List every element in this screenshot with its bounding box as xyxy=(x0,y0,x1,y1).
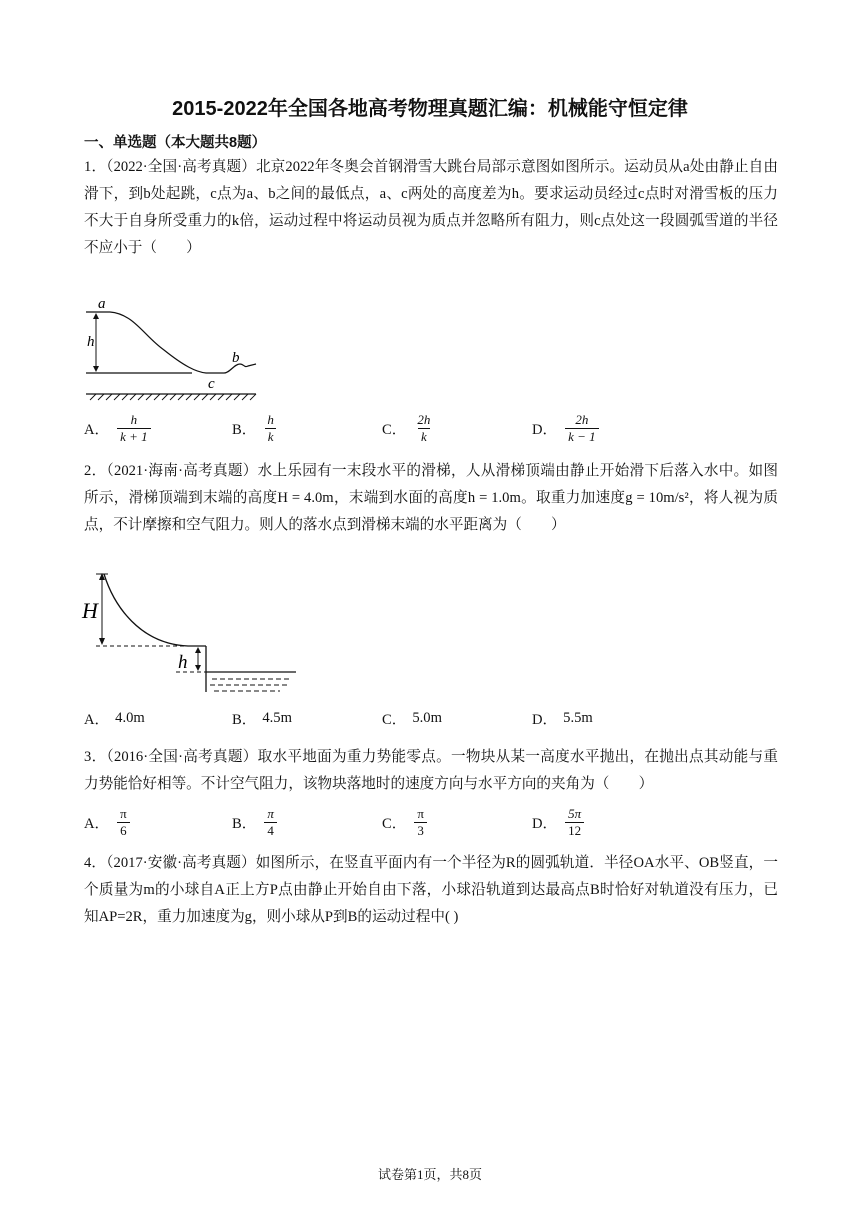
numerator: 2h xyxy=(575,412,589,427)
numerator: π xyxy=(267,806,274,821)
denominator: k xyxy=(418,428,430,445)
option-label: B． xyxy=(232,816,257,832)
fraction xyxy=(264,412,277,445)
option-text: 4.5m xyxy=(262,710,292,726)
option-label: A． xyxy=(84,422,110,438)
page-footer: 试卷第1页，共8页 xyxy=(377,1167,482,1182)
q3-option-b[interactable] xyxy=(232,806,277,839)
section-heading: 一、单选题（本大题共8题） xyxy=(84,135,267,151)
option-label: A． xyxy=(84,712,110,728)
label-b: b xyxy=(232,350,240,366)
denominator: 3 xyxy=(414,822,427,839)
q2-option-d[interactable] xyxy=(532,708,593,729)
fraction xyxy=(565,412,599,445)
fraction xyxy=(565,806,584,839)
denominator: k xyxy=(265,428,277,445)
question-4-text: 4．（2017·安徽·高考真题）如图所示，在竖直平面内有一个半径为R的圆弧轨道．半径OA水平、OB竖直，一个质量为m的小球自A正上方P点由静止开始自由下落，小球沿轨道到达最高点B时恰好对轨道没有压力，已知AP=2R，重力加速度为g，则小球从P到B的运动过程中( ) xyxy=(84,855,778,925)
question-3 xyxy=(84,744,778,798)
label-h: h xyxy=(178,652,188,673)
question-1-text: 1．（2022·全国·高考真题）北京2022年冬奥会首钢滑雪大跳台局部示意图如图所示。运动员从a处由静止自由滑下，到b处起跳，c点为a、b之间的最低点，a、c两处的高度差为h。要求运动员经过c点时对滑雪板的压力不大于自身所受重力的k倍，运动过程中将运动员视为质点并忽略所有阻力，则c点处这一段圆弧雪道的半径不应小于（ ） xyxy=(84,159,778,256)
option-label: B． xyxy=(232,422,257,438)
question-2-figure xyxy=(80,566,300,696)
question-2-text: 2．（2021·海南·高考真题）水上乐园有一末段水平的滑梯，人从滑梯顶端由静止开始滑下后落入水中。如图所示，滑梯顶端到末端的高度H = 4.0m，末端到水面的高度h = 1.0m。取重力加速度g = 10m/s²，将人视为质点，不计摩擦和空气阻力。则人的落水点到滑梯末端的水平距离为（ ） xyxy=(84,463,778,533)
denominator: 12 xyxy=(565,822,584,839)
numerator: h xyxy=(267,412,274,427)
option-text: 5.0m xyxy=(412,710,442,726)
q3-option-c[interactable] xyxy=(382,806,427,839)
option-label: C． xyxy=(382,816,407,832)
q3-option-a[interactable] xyxy=(84,806,130,839)
fraction xyxy=(414,806,427,839)
numerator: 5π xyxy=(568,806,582,821)
q1-option-d[interactable] xyxy=(532,412,599,445)
numerator: 2h xyxy=(417,412,431,427)
option-label: A． xyxy=(84,816,110,832)
option-text: 5.5m xyxy=(563,710,593,726)
page-title: 2015-2022年全国各地高考物理真题汇编：机械能守恒定律 xyxy=(172,98,688,120)
denominator: k − 1 xyxy=(565,428,599,445)
q2-option-c[interactable] xyxy=(382,708,442,729)
label-a: a xyxy=(98,296,106,312)
denominator: k + 1 xyxy=(117,428,151,445)
fraction xyxy=(264,806,277,839)
option-label: D． xyxy=(532,712,558,728)
question-1 xyxy=(84,154,778,262)
option-label: C． xyxy=(382,422,407,438)
label-H: H xyxy=(82,598,98,623)
option-label: C． xyxy=(382,712,407,728)
option-label: D． xyxy=(532,422,558,438)
denominator: 4 xyxy=(264,822,277,839)
fraction xyxy=(117,806,130,839)
numerator: π xyxy=(120,806,127,821)
fraction xyxy=(414,412,433,445)
q1-option-a[interactable] xyxy=(84,412,151,445)
option-text: 4.0m xyxy=(115,710,145,726)
label-h: h xyxy=(87,334,95,350)
fraction xyxy=(117,412,151,445)
q3-option-d[interactable] xyxy=(532,806,584,839)
option-label: D． xyxy=(532,816,558,832)
q1-option-c[interactable] xyxy=(382,412,433,445)
question-2 xyxy=(84,458,778,539)
q1-option-b[interactable] xyxy=(232,412,277,445)
question-3-text: 3．（2016·全国·高考真题）取水平地面为重力势能零点。一物块从某一高度水平抛出，在抛出点其动能与重力势能恰好相等。不计空气阻力，该物块落地时的速度方向与水平方向的夹角为（ ） xyxy=(84,749,778,792)
q2-option-b[interactable] xyxy=(232,708,292,729)
numerator: h xyxy=(130,412,138,427)
question-1-figure xyxy=(84,296,264,402)
option-label: B． xyxy=(232,712,257,728)
denominator: 6 xyxy=(117,822,130,839)
q2-option-a[interactable] xyxy=(84,708,145,729)
numerator: π xyxy=(417,806,424,821)
label-c: c xyxy=(208,376,215,392)
question-4 xyxy=(84,850,778,931)
